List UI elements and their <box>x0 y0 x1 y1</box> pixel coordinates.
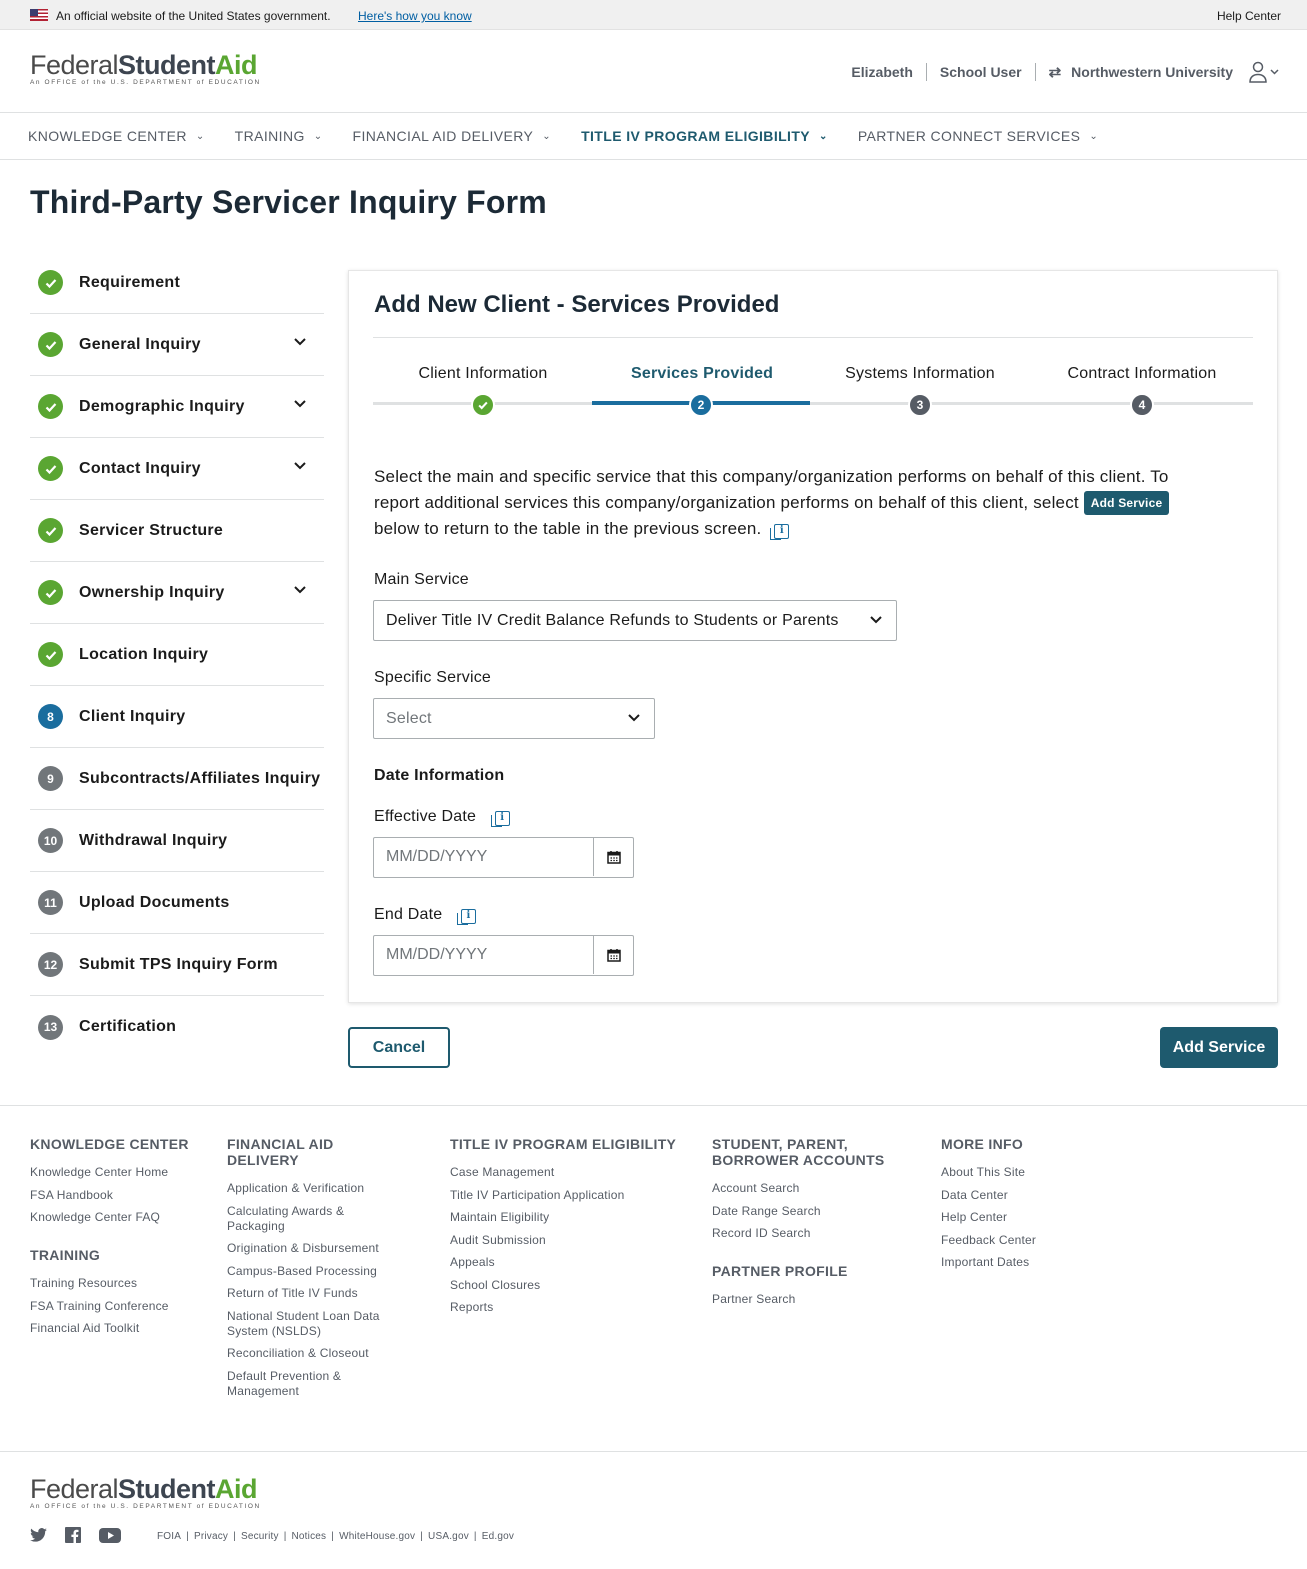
step-certification[interactable] <box>30 996 324 1058</box>
specific-service-select[interactable] <box>373 698 655 739</box>
footer-link[interactable]: Case Management <box>450 1165 555 1179</box>
chevron-down-icon[interactable] <box>294 337 306 349</box>
separator: | <box>420 1531 424 1542</box>
chevron-down-icon[interactable] <box>294 461 306 473</box>
footer-link[interactable]: Financial Aid Toolkit <box>30 1321 140 1335</box>
footer-bottom <box>0 1451 1307 1569</box>
footer-link[interactable]: Audit Submission <box>450 1232 546 1247</box>
logo-federal: Federal <box>30 1474 119 1504</box>
step-contact-inquiry[interactable] <box>30 438 324 500</box>
footer-link[interactable]: Data Center <box>941 1187 1008 1202</box>
step-label: Contact Inquiry <box>79 459 201 477</box>
substep-number-badge: 3 <box>908 393 932 417</box>
step-number-badge: 11 <box>38 890 63 915</box>
substep-services-provided[interactable] <box>631 365 774 412</box>
footer-link[interactable]: Reports <box>450 1300 494 1314</box>
footer-link[interactable]: Help Center <box>941 1210 1008 1224</box>
footer-col-student-partner <box>712 1136 902 1315</box>
substep-contract-information[interactable] <box>1062 365 1222 412</box>
progress-track <box>373 402 1253 405</box>
check-circle-icon <box>38 518 63 543</box>
footer-link[interactable]: Record ID Search <box>712 1226 811 1240</box>
separator: | <box>233 1531 236 1542</box>
footer-heading: KNOWLEDGE CENTER <box>30 1136 189 1152</box>
footer-link[interactable]: FSA Training Conference <box>30 1298 169 1313</box>
gov-banner <box>0 0 1307 30</box>
fsa-logo-footer[interactable] <box>30 1474 261 1510</box>
effective-date-label <box>374 808 510 826</box>
sub-step-progress <box>373 365 1253 421</box>
effective-date-input[interactable] <box>374 838 594 876</box>
us-flag-icon <box>30 9 48 21</box>
logo-student: Student <box>118 1474 216 1504</box>
separator: | <box>186 1531 189 1542</box>
step-subcontracts-affiliates[interactable] <box>30 748 324 810</box>
divider <box>373 337 1253 338</box>
step-label: Location Inquiry <box>79 645 209 663</box>
end-date-label-text: End Date <box>374 906 443 923</box>
add-service-button[interactable]: Add Service <box>1160 1027 1278 1068</box>
footer-link[interactable]: Title IV Participation Application <box>450 1187 625 1202</box>
legal-links <box>157 1531 514 1542</box>
footer-link[interactable]: School Closures <box>450 1277 541 1292</box>
info-icon[interactable]: i <box>495 811 510 826</box>
step-label: Certification <box>79 1018 177 1035</box>
end-date-label <box>374 906 476 924</box>
substep-systems-information[interactable] <box>841 365 999 412</box>
footer-link[interactable]: Date Range Search <box>712 1203 821 1218</box>
form-steps-sidebar <box>30 252 324 1058</box>
footer-heading: TRAINING <box>30 1247 101 1263</box>
twitter-icon[interactable] <box>30 1528 47 1547</box>
footer-col-financial-aid <box>227 1136 407 1406</box>
footer-link[interactable]: Campus-Based Processing <box>227 1263 378 1278</box>
site-header <box>0 30 1307 113</box>
footer-link[interactable]: Appeals <box>450 1255 495 1269</box>
site-footer <box>0 1105 1307 1569</box>
main-service-label: Main Service <box>374 571 469 588</box>
footer-link[interactable]: Return of Title IV Funds <box>227 1286 358 1300</box>
logo-subtitle: An OFFICE of the U.S. DEPARTMENT of EDUCATION <box>30 1503 261 1510</box>
facebook-icon[interactable] <box>65 1527 81 1548</box>
separator: | <box>331 1531 335 1542</box>
chevron-down-icon <box>870 613 882 627</box>
footer-link[interactable]: National Student Loan Data System (NSLDS) <box>227 1308 380 1338</box>
divider <box>1035 63 1036 81</box>
date-information-heading: Date Information <box>374 767 505 784</box>
main-service-value: Deliver Title IV Credit Balance Refunds to Students or Parents <box>386 611 839 629</box>
add-service-inline-badge: Add Service <box>1084 491 1170 515</box>
footer-link[interactable]: Maintain Eligibility <box>450 1210 550 1224</box>
social-links <box>30 1527 139 1548</box>
usa-gov-link[interactable]: USA.gov <box>428 1531 469 1542</box>
logo-student: Student <box>118 50 216 80</box>
step-label: Submit TPS Inquiry Form <box>79 955 278 973</box>
nav-knowledge-center[interactable] <box>28 128 205 144</box>
check-circle-icon <box>38 580 63 605</box>
nav-training[interactable] <box>235 128 323 144</box>
footer-link[interactable]: Application & Verification <box>227 1181 365 1195</box>
step-number-badge: 8 <box>38 704 63 729</box>
foia-link[interactable]: FOIA <box>157 1531 182 1542</box>
main-service-select[interactable] <box>373 600 897 641</box>
footer-link[interactable]: Origination & Disbursement <box>227 1241 379 1255</box>
fsa-logo[interactable] <box>30 50 261 86</box>
substep-client-information[interactable] <box>415 365 551 383</box>
school-name[interactable]: Northwestern University <box>1071 64 1233 80</box>
instructions-part-2: below to return to the table in the previous screen. <box>374 519 762 538</box>
official-site-text: An official website of the United States government. <box>56 9 331 23</box>
user-avatar-icon[interactable] <box>1249 61 1281 83</box>
substep-label: Systems Information <box>845 365 995 382</box>
step-number-badge: 9 <box>38 766 63 791</box>
substep-number-badge: 2 <box>689 393 713 417</box>
footer-link[interactable]: Reconciliation & Closeout <box>227 1346 369 1360</box>
check-circle-icon <box>38 456 63 481</box>
step-label: Servicer Structure <box>79 521 224 539</box>
chevron-down-icon: ⌄ <box>1089 130 1099 142</box>
step-label: Subcontracts/Affiliates Inquiry <box>79 769 321 787</box>
chevron-down-icon <box>628 711 640 725</box>
info-icon[interactable]: i <box>461 909 476 924</box>
cancel-button[interactable]: Cancel <box>348 1027 450 1068</box>
chevron-down-icon: ⌄ <box>542 130 552 142</box>
privacy-link[interactable]: Privacy <box>193 1531 229 1542</box>
chevron-down-icon[interactable] <box>294 585 306 597</box>
step-ownership-inquiry[interactable] <box>30 562 324 624</box>
switch-school-icon[interactable]: ⇄ <box>1048 64 1062 81</box>
check-circle-icon <box>38 394 63 419</box>
nav-label: TITLE IV PROGRAM ELIGIBILITY <box>581 128 811 144</box>
footer-link[interactable]: Default Prevention & Management <box>227 1368 342 1398</box>
step-general-inquiry[interactable] <box>30 314 324 376</box>
substep-label: Services Provided <box>631 365 774 382</box>
step-upload-documents[interactable] <box>30 872 324 934</box>
check-circle-icon <box>471 393 495 417</box>
step-demographic-inquiry[interactable] <box>30 376 324 438</box>
logo-federal: Federal <box>30 50 119 80</box>
nav-partner-connect-services[interactable] <box>858 128 1098 144</box>
specific-service-value: Select <box>386 709 432 727</box>
end-date-field <box>373 935 634 976</box>
logo-aid: Aid <box>215 50 258 80</box>
user-bar <box>851 61 1281 83</box>
footer-col-more-info <box>941 1136 1121 1278</box>
specific-service-label: Specific Service <box>374 669 492 686</box>
footer-link[interactable]: Knowledge Center FAQ <box>30 1210 161 1224</box>
nav-label: KNOWLEDGE CENTER <box>28 128 187 144</box>
substep-label: Contract Information <box>1067 365 1217 382</box>
footer-heading: MORE INFO <box>941 1136 1024 1152</box>
footer-link[interactable]: FSA Handbook <box>30 1187 114 1202</box>
calendar-icon[interactable] <box>593 838 633 876</box>
notices-link[interactable]: Notices <box>291 1531 327 1542</box>
footer-link[interactable]: Feedback Center <box>941 1232 1037 1247</box>
footer-link[interactable]: Account Search <box>712 1181 800 1195</box>
user-name[interactable]: Elizabeth <box>851 64 913 80</box>
nav-label: FINANCIAL AID DELIVERY <box>352 128 534 144</box>
nav-title-iv-eligibility[interactable] <box>581 128 828 144</box>
footer-heading: STUDENT, PARENT, BORROWER ACCOUNTS <box>712 1136 885 1168</box>
step-number-badge: 13 <box>38 1015 63 1040</box>
step-client-inquiry[interactable] <box>30 686 324 748</box>
effective-date-label-text: Effective Date <box>374 808 477 825</box>
footer-heading: FINANCIAL AID DELIVERY <box>227 1136 334 1168</box>
divider <box>926 63 927 81</box>
footer-link[interactable]: Calculating Awards & Packaging <box>227 1203 345 1233</box>
main-nav <box>0 113 1307 160</box>
footer-link[interactable]: Important Dates <box>941 1255 1030 1269</box>
ed-gov-link[interactable]: Ed.gov <box>481 1531 515 1542</box>
separator: | <box>283 1531 287 1542</box>
info-icon[interactable]: i <box>774 524 789 539</box>
instructions-part-1: Select the main and specific service that this company/organization performs on behalf of this client. To report additional services this company/organization performs on behalf of this client, select <box>374 467 1169 512</box>
step-label: General Inquiry <box>79 335 201 353</box>
footer-link[interactable]: Training Resources <box>30 1276 138 1290</box>
user-role[interactable]: School User <box>939 64 1022 80</box>
footer-link[interactable]: About This Site <box>941 1165 1026 1179</box>
step-location-inquiry[interactable] <box>30 624 324 686</box>
logo-subtitle: An OFFICE of the U.S. DEPARTMENT of EDUCATION <box>30 79 261 86</box>
instructions-text <box>374 464 1204 542</box>
nav-label: TRAINING <box>234 128 305 144</box>
footer-col-title-iv <box>450 1136 690 1323</box>
separator: | <box>473 1531 477 1542</box>
step-label: Demographic Inquiry <box>79 397 245 415</box>
effective-date-field <box>373 837 634 878</box>
step-label: Requirement <box>79 273 181 291</box>
chevron-down-icon: ⌄ <box>819 130 828 142</box>
footer-heading: TITLE IV PROGRAM ELIGIBILITY <box>450 1136 677 1152</box>
step-servicer-structure[interactable] <box>30 500 324 562</box>
heres-how-you-know-link[interactable]: Here's how you know <box>358 9 472 23</box>
check-circle-icon <box>38 642 63 667</box>
card-title: Add New Client - Services Provided <box>374 291 780 318</box>
calendar-icon[interactable] <box>593 936 633 974</box>
step-label: Upload Documents <box>79 893 230 911</box>
step-number-badge: 10 <box>38 828 63 853</box>
check-circle-icon <box>38 332 63 357</box>
security-link[interactable]: Security <box>240 1531 279 1542</box>
nav-financial-aid-delivery[interactable] <box>353 128 552 144</box>
youtube-icon[interactable] <box>99 1528 121 1548</box>
chevron-down-icon: ⌄ <box>313 130 323 142</box>
nav-label: PARTNER CONNECT SERVICES <box>857 128 1081 144</box>
substep-label: Client Information <box>418 365 548 382</box>
footer-heading: PARTNER PROFILE <box>712 1263 848 1279</box>
logo-aid: Aid <box>215 1474 258 1504</box>
services-provided-card <box>348 270 1278 1003</box>
footer-link[interactable]: Partner Search <box>712 1292 796 1306</box>
step-requirement[interactable] <box>30 252 324 314</box>
step-label: Ownership Inquiry <box>79 583 225 601</box>
footer-col-knowledge-training <box>30 1136 210 1344</box>
end-date-input[interactable] <box>374 936 594 974</box>
check-circle-icon <box>38 270 63 295</box>
step-label: Withdrawal Inquiry <box>79 831 228 849</box>
step-number-badge: 12 <box>38 952 63 977</box>
substep-number-badge: 4 <box>1130 393 1154 417</box>
footer-link[interactable]: Knowledge Center Home <box>30 1165 169 1179</box>
page-title: Third-Party Servicer Inquiry Form <box>30 184 547 220</box>
chevron-down-icon: ⌄ <box>195 130 205 142</box>
step-submit-tps-form[interactable] <box>30 934 324 996</box>
step-label: Client Inquiry <box>79 707 186 725</box>
whitehouse-link[interactable]: WhiteHouse.gov <box>339 1531 416 1542</box>
chevron-down-icon[interactable] <box>294 399 306 411</box>
help-center-link[interactable]: Help Center <box>1216 9 1281 23</box>
step-withdrawal-inquiry[interactable] <box>30 810 324 872</box>
